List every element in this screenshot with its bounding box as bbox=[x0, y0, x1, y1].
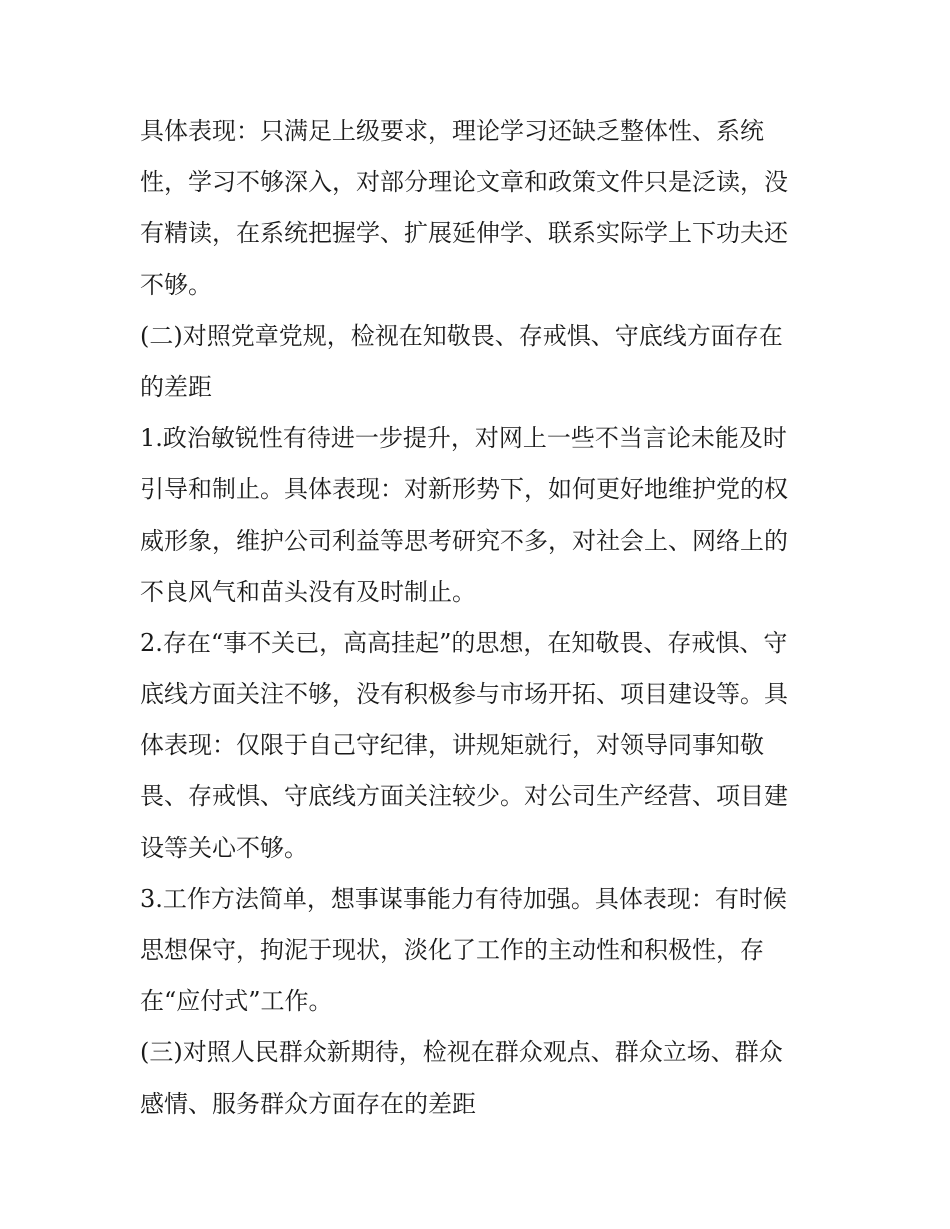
text-line: 性，学习不够深入，对部分理论文章和政策文件只是泛读，没 bbox=[140, 168, 788, 197]
text-line: (二)对照党章党规，检视在知敬畏、存戒惧、守底线方面存在 bbox=[140, 321, 783, 350]
text-line: 设等关心不够。 bbox=[140, 833, 308, 862]
text-line: 引导和制止。具体表现：对新形势下，如何更好地维护党的权 bbox=[140, 475, 788, 504]
section-heading-3 bbox=[140, 1027, 820, 1129]
text-line: 在“应付式”工作。 bbox=[140, 987, 333, 1016]
document-body bbox=[140, 106, 820, 1130]
text-line: 2.存在“事不关已，高高挂起”的思想，在知敬畏、存戒惧、守 bbox=[140, 628, 788, 657]
paragraph-specific-performance-study bbox=[140, 106, 820, 311]
text-line: 思想保守，拘泥于现状，淡化了工作的主动性和积极性，存 bbox=[140, 936, 764, 964]
numbered-item-1 bbox=[140, 413, 820, 618]
text-line: 1.政治敏锐性有待进一步提升，对网上一些不当言论未能及时 bbox=[140, 424, 787, 453]
text-line: 的差距 bbox=[140, 372, 212, 401]
text-line: 畏、存戒惧、守底线方面关注较少。对公司生产经营、项目建 bbox=[140, 782, 788, 811]
text-line: 不够。 bbox=[140, 270, 212, 299]
text-line: 底线方面关注不够，没有积极参与市场开拓、项目建设等。具 bbox=[140, 680, 788, 709]
text-line: 有精读，在系统把握学、扩展延伸学、联系实际学上下功夫还 bbox=[140, 219, 788, 248]
section-heading-2 bbox=[140, 311, 820, 413]
text-line: 体表现：仅限于自己守纪律，讲规矩就行，对领导同事知敬 bbox=[140, 731, 764, 760]
text-line: 威形象，维护公司利益等思考研究不多，对社会上、网络上的 bbox=[140, 526, 788, 555]
text-line: 感情、服务群众方面存在的差距 bbox=[140, 1089, 476, 1118]
text-line: 3.工作方法简单，想事谋事能力有待加强。具体表现：有时候 bbox=[140, 884, 787, 913]
numbered-item-2 bbox=[140, 618, 820, 874]
text-line: (三)对照人民群众新期待，检视在群众观点、群众立场、群众 bbox=[140, 1038, 783, 1067]
text-line: 不良风气和苗头没有及时制止。 bbox=[140, 577, 476, 606]
text-line: 具体表现：只满足上级要求，理论学习还缺乏整体性、系统 bbox=[140, 117, 764, 145]
numbered-item-3 bbox=[140, 874, 820, 1028]
